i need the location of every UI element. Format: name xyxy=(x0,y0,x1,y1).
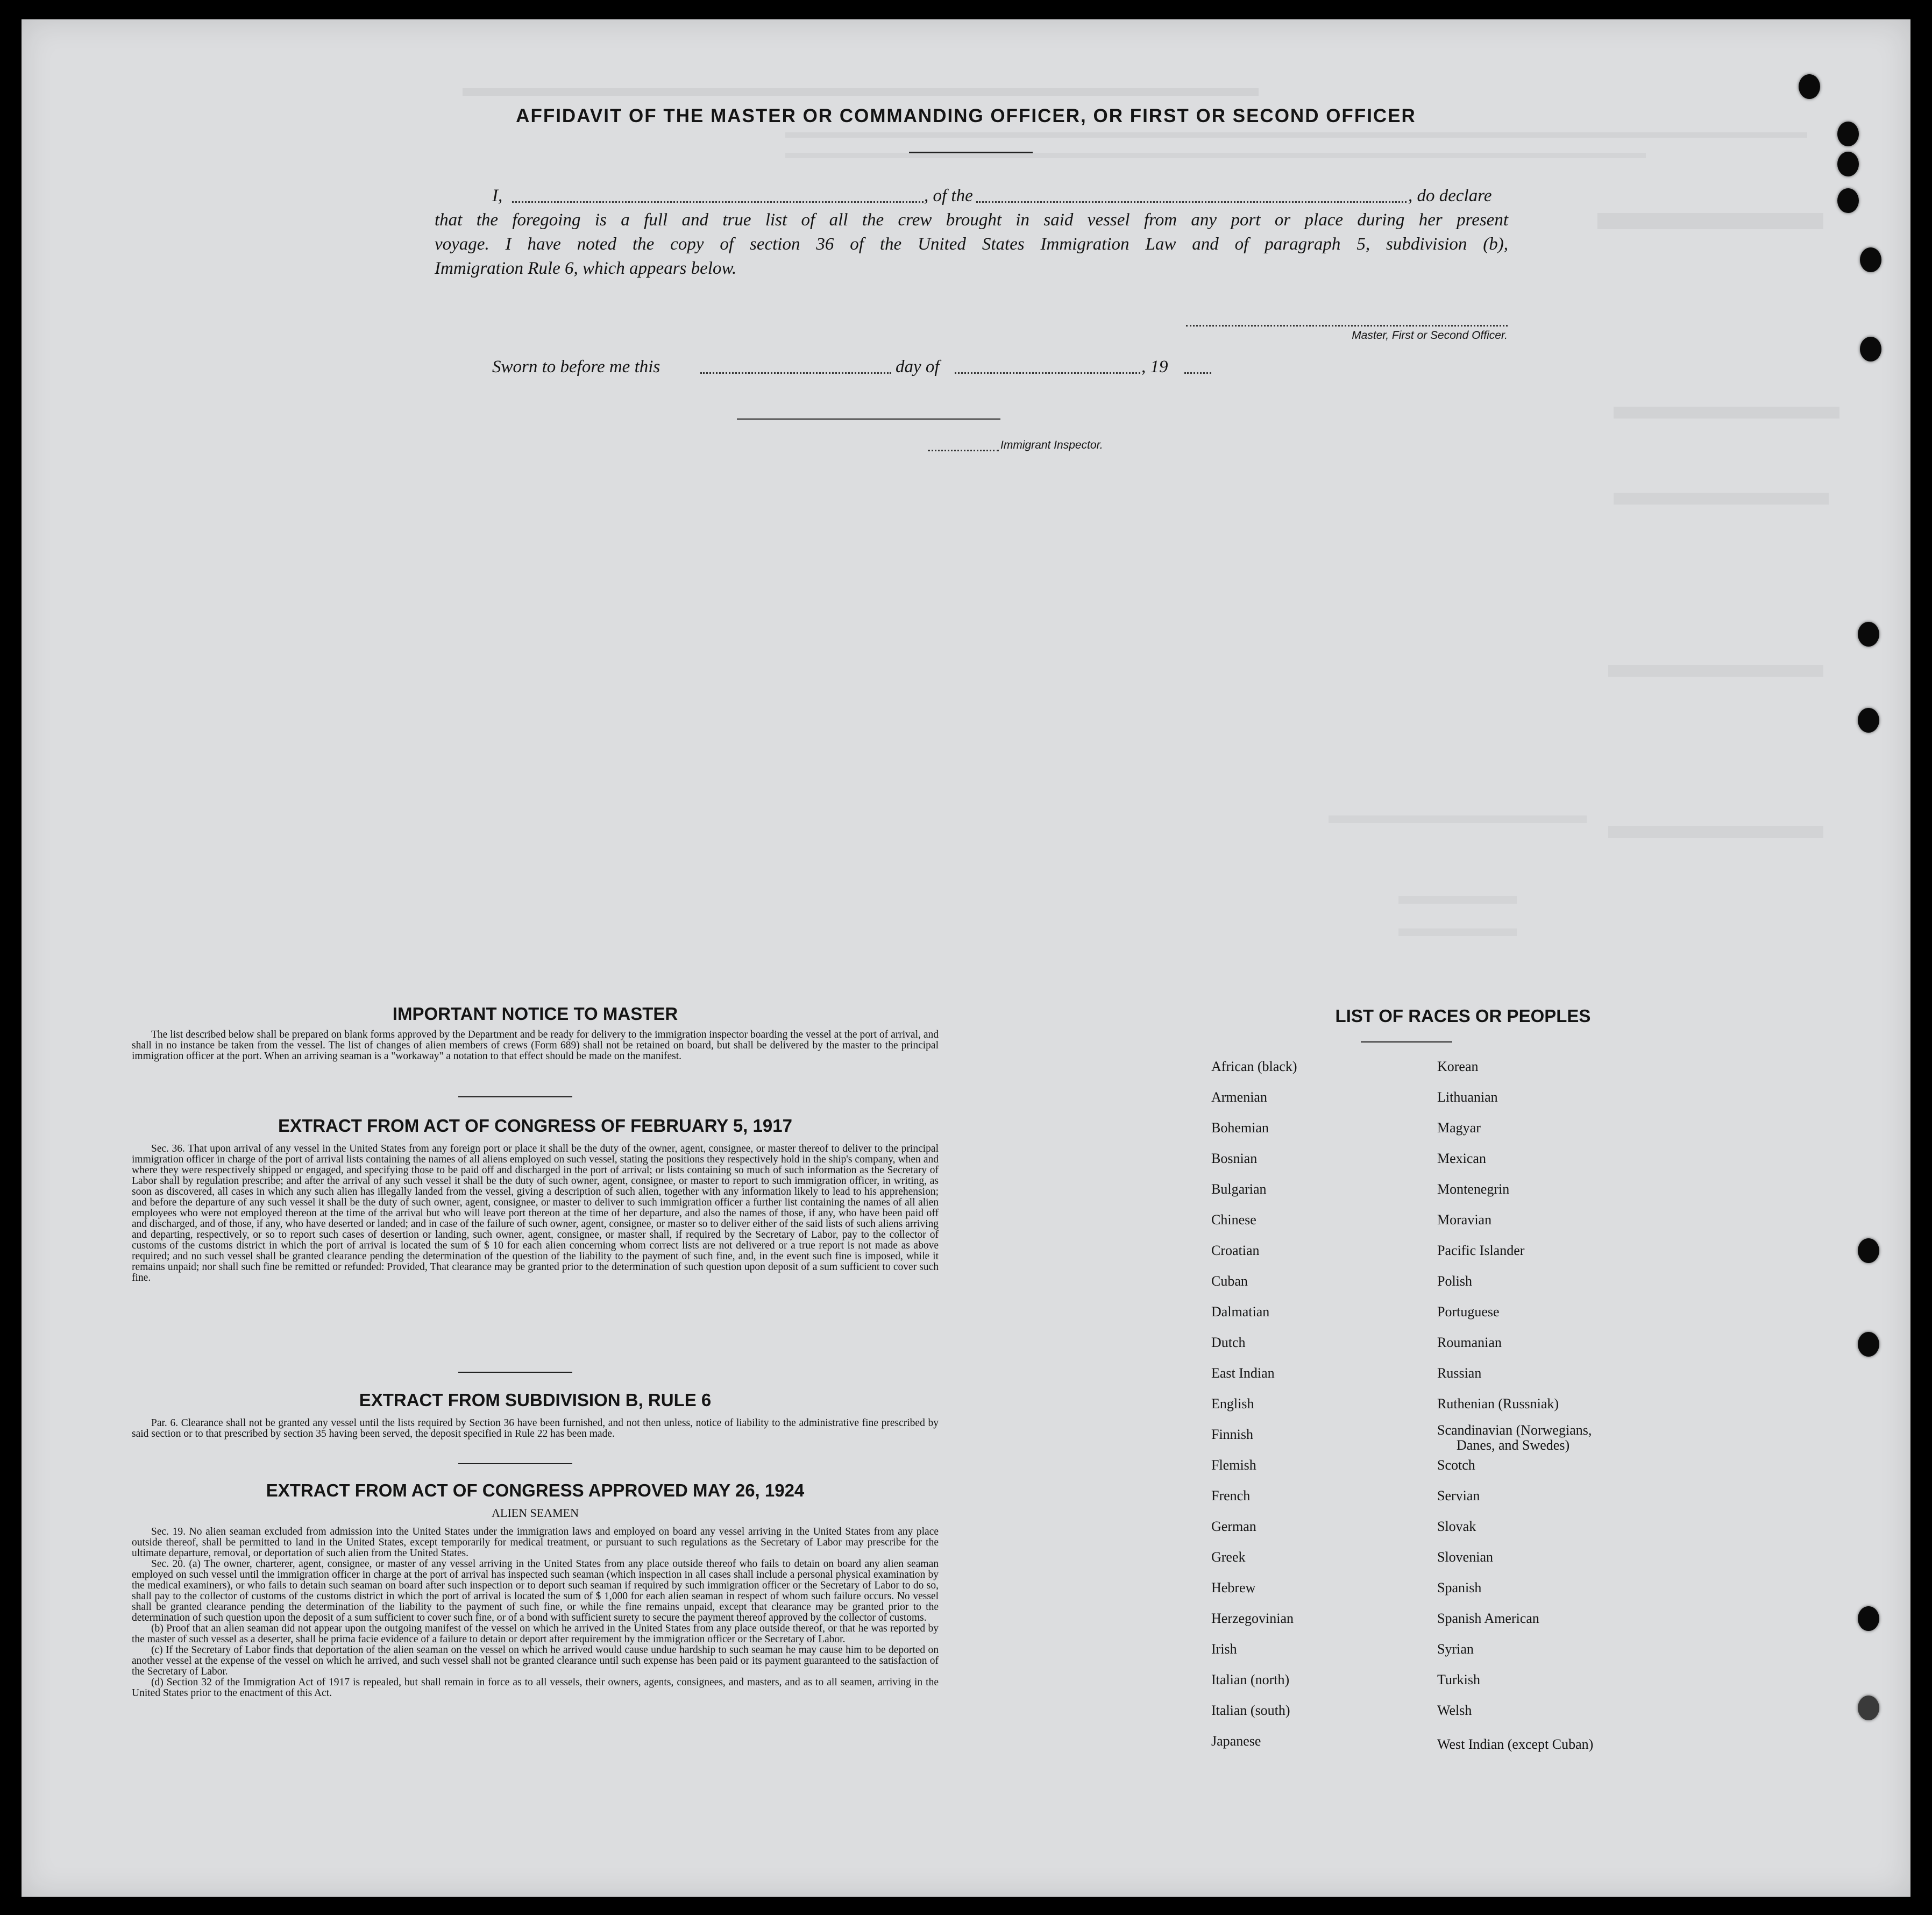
race-item: Spanish American xyxy=(1437,1611,1539,1626)
race-item: Turkish xyxy=(1437,1672,1480,1687)
race-item: Moravian xyxy=(1437,1212,1492,1228)
sworn-day-of: day of xyxy=(896,357,940,377)
punch-hole xyxy=(1858,708,1879,733)
race-item: Cuban xyxy=(1211,1273,1248,1289)
inspector-signature-field[interactable] xyxy=(928,450,999,451)
race-item: Japanese xyxy=(1211,1733,1261,1749)
race-item: Syrian xyxy=(1437,1641,1474,1657)
race-item: Chinese xyxy=(1211,1212,1256,1228)
race-item: Flemish xyxy=(1211,1457,1256,1473)
notice-text: The list described below shall be prepared on blank forms approved by the Department and be ready for delivery to the immigration inspector boarding the vessel at the port of arrival, and shall in no instance be taken from the vessel. The list of changes of alien members of crews (Form 689) shall not be retained on board, but shall be delivered by the master to the principal immigration officer at the port. When an arriving seaman is a "workaway" a notation to that effect should be made on the manifest. xyxy=(132,1029,939,1062)
declaration-do-declare: , do declare xyxy=(1408,186,1492,205)
race-item: Bulgarian xyxy=(1211,1181,1267,1197)
vessel-name-field[interactable] xyxy=(976,201,1407,203)
signature-field[interactable] xyxy=(1186,325,1508,327)
extract-1924-text: Sec. 19. No alien seaman excluded from admission into the United States under the immigration laws and employed on board any vessel arriving in the United States from any place outside thereof, shall be permitted to land in the United States, except temporarily for medical treatment, or pursuant to such regulations as the Secretary of Labor may prescribe for the ultimate departure, removal, or deportation of such alien from the United States. Sec. 20. (a) The owner, charterer, agent, consignee, or master of any vessel arriving in the United States from any place outside thereof who fails to detain on board any alien seaman employed on such vessel until the immigration officer in charge at the port of arrival has inspected such seaman (which inspection in all cases shall include a personal physical examination by the medical examiners), or who fails to detain such seaman on board after such inspection or to deport such seaman if required by such immigration officer or the Secretary of Labor to do so, shall pay to the collector of customs of the customs district in which the port of arrival is located the sum of $ 1,000 for each alien seaman in respect of whom such failure occurs. No vessel shall be granted clearance pending the determination of the liability to the payment of such fine, or while the fine remains unpaid, except that clearance may be granted prior to the determination of such question upon the deposit of a sum sufficient to cover such fine, or of a bond with sufficient surety to secure the payment thereof approved by the collector of customs. (b) Proof that an alien seaman did not appear upon the outgoing manifest of the vessel on which he arrived in the United States from any place outside thereof, or that he was reported by the master of such vessel as a deserter, shall be prima facie evidence of a failure to detain or deport after requirement by the immigration officer or the Secretary of Labor. (c) If the Secretary of Labor finds that deportation of the alien seaman on the vessel on which he arrived would cause undue hardship to such seaman he may cause him to be deported on another vessel at the expense of the vessel on which he arrived, and such vessel shall not be granted clearance until such expense has been paid or its payment guaranteed to the satisfaction of the Secretary of Labor. (d) Section 32 of the Immigration Act of 1917 is repealed, but shall remain in force as to all vessels, their owners, agents, consignees, and masters, and as to all seamen, arriving in the United States prior to the enactment of this Act. xyxy=(132,1526,939,1699)
race-item: Lithuanian xyxy=(1437,1089,1498,1105)
race-item: Bosnian xyxy=(1211,1151,1258,1166)
race-item: Mexican xyxy=(1437,1151,1486,1166)
race-item: Korean xyxy=(1437,1059,1479,1074)
declaration-i: I, xyxy=(492,186,503,205)
extract-rule6-text: Par. 6. Clearance shall not be granted any vessel until the lists required by Section 36 have been furnished, and not then unless, notice of liability to the administrative fine prescribed by said section or to that prescribed by section 35 having been served, the deposit specified in Rule 22 has been made. xyxy=(132,1417,939,1439)
race-item: Bohemian xyxy=(1211,1120,1269,1136)
punch-hole xyxy=(1858,1606,1879,1631)
punch-hole xyxy=(1858,622,1879,647)
race-item: Italian (south) xyxy=(1211,1703,1290,1718)
race-item: Montenegrin xyxy=(1437,1181,1510,1197)
extract-1917-title: EXTRACT FROM ACT OF CONGRESS OF FEBRUARY 5, 1917 xyxy=(278,1116,792,1136)
race-item: Russian xyxy=(1437,1365,1482,1381)
race-item: West Indian (except Cuban) xyxy=(1437,1736,1594,1752)
race-item: Danes, and Swedes) xyxy=(1457,1437,1570,1453)
race-item: Scandinavian (Norwegians, xyxy=(1437,1422,1592,1438)
sworn-year-prefix: , 19 xyxy=(1141,357,1168,377)
race-item: Finnish xyxy=(1211,1427,1254,1442)
race-item: Pacific Islander xyxy=(1437,1243,1525,1258)
punch-hole xyxy=(1837,188,1859,213)
punch-hole xyxy=(1858,1332,1879,1357)
race-item: Hebrew xyxy=(1211,1580,1256,1595)
race-item: Portuguese xyxy=(1437,1304,1500,1320)
race-item: Italian (north) xyxy=(1211,1672,1290,1687)
race-item: Croatian xyxy=(1211,1243,1260,1258)
declaration-line-4: Immigration Rule 6, which appears below. xyxy=(435,259,737,278)
affidavit-title: AFFIDAVIT OF THE MASTER OR COMMANDING OFFICER, OR FIRST OR SECOND OFFICER xyxy=(516,105,1416,126)
inspector-rule xyxy=(737,419,1000,420)
race-item: Slovak xyxy=(1437,1519,1476,1534)
race-item: French xyxy=(1211,1488,1251,1503)
sworn-prefix: Sworn to before me this xyxy=(492,357,660,377)
punch-hole xyxy=(1860,247,1881,272)
races-divider xyxy=(1361,1041,1452,1042)
extract-1917-text: Sec. 36. That upon arrival of any vessel in the United States from any foreign port or place it shall be the duty of the owner, agent, consignee, or master thereof to deliver to the principal immigration officer in charge of the port of arrival lists containing the names of all aliens employed on such vessel, stating the positions they respectively hold in the ship's company, when and where they were respectively shipped or engaged, and specifying those to be paid off and discharged in the port of arrival; or lists containing so much of such information as the Secretary of Labor shall by regulation prescribe; and after the arrival of any such vessel it shall be the duty of such owner, agent, consignee, or master to report to such immigration officer, in writing, as soon as discovered, all cases in which any such alien has illegally landed from the vessel, giving a description of such alien, together with any information likely to lead to his apprehension; and before the departure of any such vessel it shall be the duty of such owner, agent, consignee, or master to deliver to such immigration officer a further list containing the names of all alien employees who were not employed thereon at the time of the arrival but who will leave port thereon at the time of her departure, and also the names of those, if any, who have been paid off and discharged, and of those, if any, who have deserted or landed; and in case of the failure of such owner, agent, consignee, or master so to deliver either of the said lists of such aliens arriving and departing, respectively, or so to report such cases of desertion or landing, such owner, agent, consignee, or master shall, if required by the Secretary of Labor, pay to the collector of customs of the customs district in which the port of arrival is located the sum of $ 10 for each alien concerning whom correct lists are not delivered or a true report is not made as above required; and no such vessel shall be granted clearance pending the determination of the question of the liability to the payment of such fine, and, in the event such fine is imposed, while it remains unpaid; nor shall such fine be remitted or refunded: Provided, That clearance may be granted prior to the determination of such question upon deposit of a sum sufficient to cover such fine. xyxy=(132,1143,939,1283)
notice-title: IMPORTANT NOTICE TO MASTER xyxy=(392,1004,678,1024)
title-divider xyxy=(909,152,1033,153)
race-item: Scotch xyxy=(1437,1457,1475,1473)
punch-hole xyxy=(1858,1696,1879,1720)
punch-hole xyxy=(1799,74,1820,99)
extract-1917-divider xyxy=(458,1372,572,1373)
race-item: Magyar xyxy=(1437,1120,1481,1136)
race-item: Armenian xyxy=(1211,1089,1267,1105)
declarant-name-field[interactable] xyxy=(512,201,924,203)
race-item: Polish xyxy=(1437,1273,1473,1289)
race-item: Spanish xyxy=(1437,1580,1482,1595)
punch-hole xyxy=(1858,1238,1879,1263)
race-item: Dalmatian xyxy=(1211,1304,1270,1320)
sworn-day-field[interactable] xyxy=(700,372,891,374)
extract-rule6-divider xyxy=(458,1463,572,1464)
extract-rule6-title: EXTRACT FROM SUBDIVISION B, RULE 6 xyxy=(359,1390,712,1410)
extract-1924-title: EXTRACT FROM ACT OF CONGRESS APPROVED MAY 26, 1924 xyxy=(266,1480,805,1500)
document-page xyxy=(22,19,1910,1897)
extract-1924-subtitle: ALIEN SEAMEN xyxy=(492,1506,579,1520)
signature-caption: Master, First or Second Officer. xyxy=(1352,329,1508,342)
race-item: Dutch xyxy=(1211,1335,1246,1350)
sworn-year-field[interactable] xyxy=(1184,372,1211,374)
race-item: Slovenian xyxy=(1437,1549,1493,1565)
declaration-line-3: voyage. I have noted the copy of section 36 of the United States Immigration Law and of paragraph 5, subdivision (b), xyxy=(435,235,1508,254)
race-item: Herzegovinian xyxy=(1211,1611,1294,1626)
declaration-line-2: that the foregoing is a full and true list of all the crew brought in said vessel from any port or place during her present xyxy=(435,210,1508,230)
race-item: Ruthenian (Russniak) xyxy=(1437,1396,1559,1412)
sworn-month-field[interactable] xyxy=(955,372,1140,374)
race-item: African (black) xyxy=(1211,1059,1297,1074)
punch-hole xyxy=(1837,152,1859,176)
race-item: German xyxy=(1211,1519,1256,1534)
declaration-of-the: , of the xyxy=(924,186,973,205)
notice-divider xyxy=(458,1096,572,1097)
race-item: English xyxy=(1211,1396,1254,1412)
race-item: Welsh xyxy=(1437,1703,1472,1718)
punch-hole xyxy=(1860,337,1881,361)
race-item: Irish xyxy=(1211,1641,1237,1657)
races-title: LIST OF RACES OR PEOPLES xyxy=(1335,1006,1591,1026)
race-item: Greek xyxy=(1211,1549,1246,1565)
race-item: East Indian xyxy=(1211,1365,1275,1381)
inspector-caption: Immigrant Inspector. xyxy=(1000,439,1103,451)
race-item: Roumanian xyxy=(1437,1335,1502,1350)
punch-hole xyxy=(1837,122,1859,146)
race-item: Servian xyxy=(1437,1488,1480,1503)
